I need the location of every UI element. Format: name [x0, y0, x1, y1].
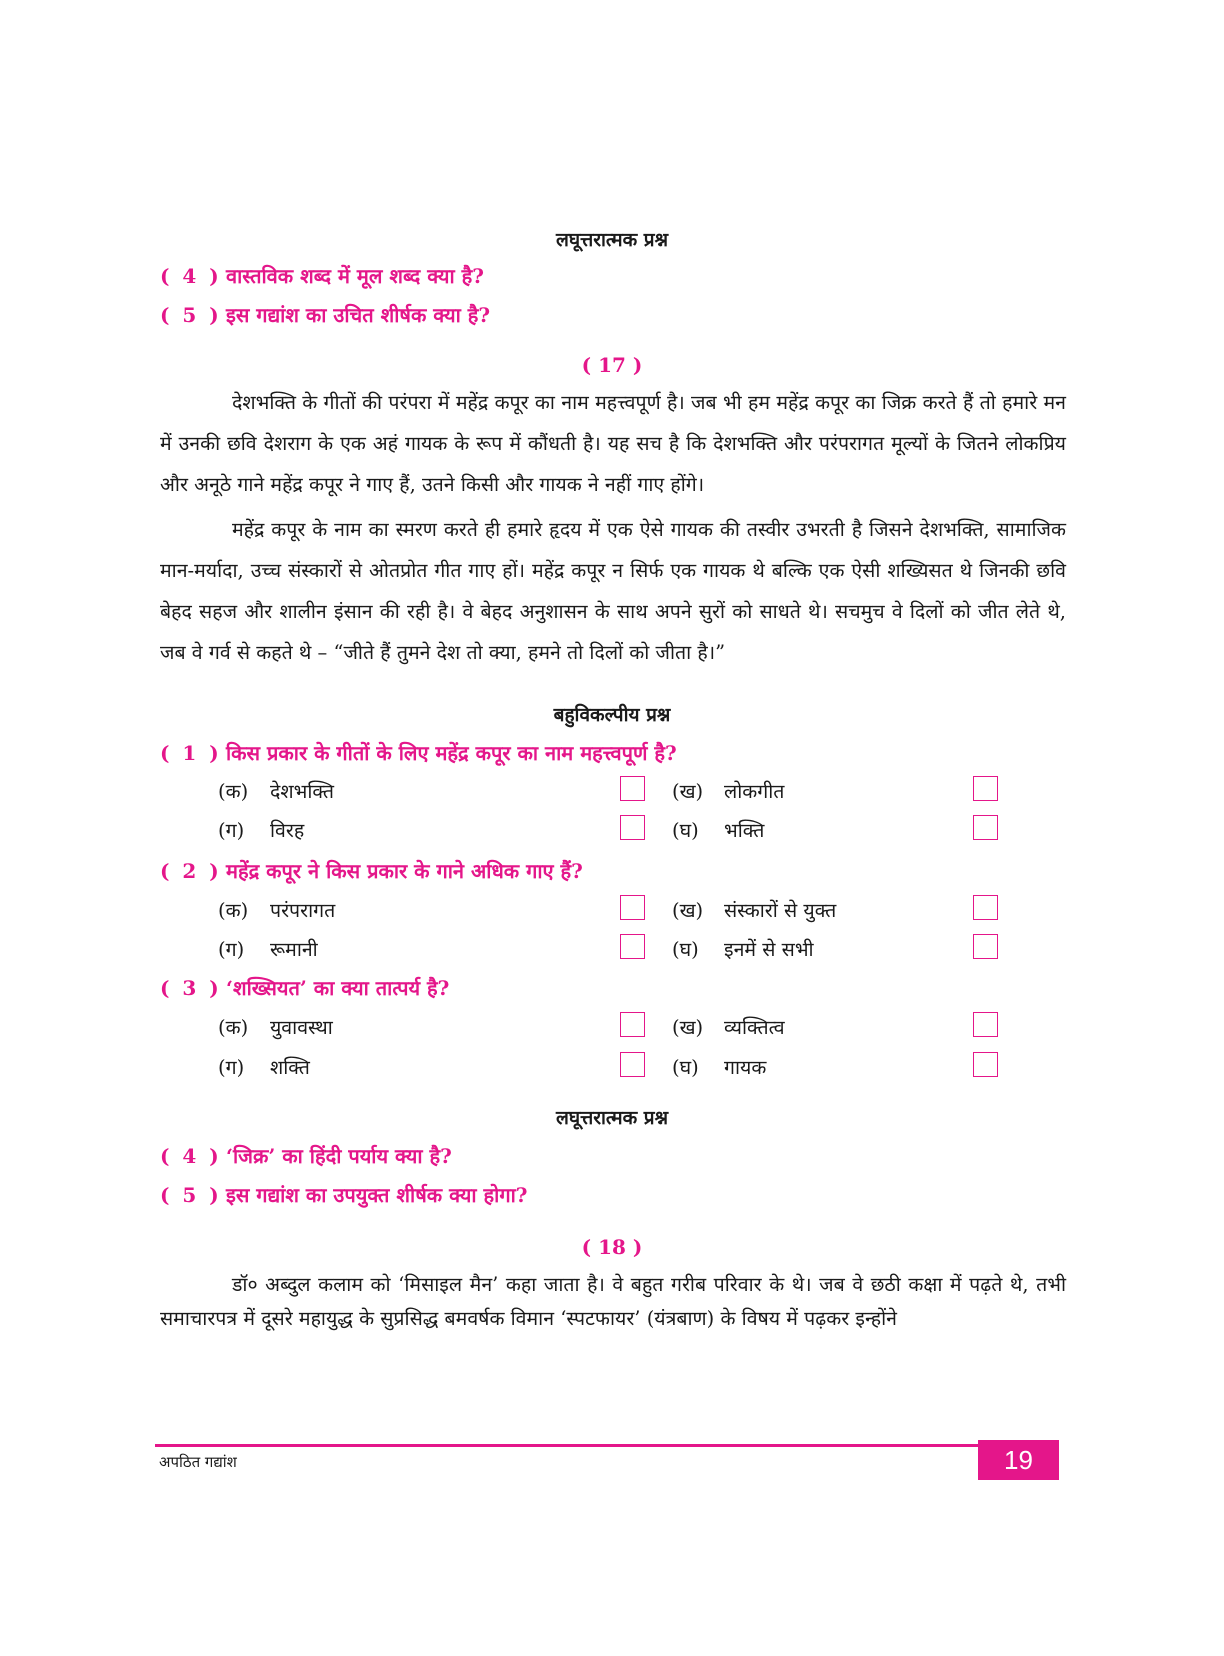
question-5: [160, 301, 490, 328]
option-label: (घ): [672, 938, 699, 961]
option-label: (घ): [672, 819, 699, 842]
option-text: शक्ति: [270, 1056, 310, 1079]
option-ga: [218, 1053, 310, 1080]
passage-number: ( 17 ): [581, 353, 643, 377]
page-number: 19: [978, 1440, 1059, 1480]
passage-number: ( 18 ): [581, 1235, 643, 1259]
answer-checkbox[interactable]: [620, 1052, 645, 1077]
option-text: परंपरागत: [270, 899, 336, 922]
option-ka: [218, 777, 334, 804]
option-label: (ग): [218, 819, 245, 842]
answer-checkbox[interactable]: [620, 895, 645, 920]
option-label: (ख): [672, 780, 704, 803]
option-label: (ख): [672, 899, 704, 922]
section-heading-short-answer: लघूत्तरात्मक प्रश्न: [555, 229, 669, 251]
question-number: ( 3 ): [160, 976, 222, 1000]
answer-checkbox[interactable]: [620, 1012, 645, 1037]
section-heading-mcq: बहुविकल्पीय प्रश्न: [553, 704, 671, 726]
question-number: ( 5 ): [160, 1183, 222, 1207]
question-text: किस प्रकार के गीतों के लिए महेंद्र कपूर का नाम महत्त्वपूर्ण है?: [226, 741, 677, 765]
option-text: युवावस्था: [270, 1016, 333, 1039]
mcq-question-1: [160, 739, 677, 766]
answer-checkbox[interactable]: [973, 934, 998, 959]
option-label: (ख): [672, 1016, 704, 1039]
answer-checkbox[interactable]: [973, 895, 998, 920]
mcq-question-3: [160, 974, 449, 1001]
passage-paragraph: डॉ० अब्दुल कलाम को ‘मिसाइल मैन’ कहा जाता है। वे बहुत गरीब परिवार के थे। जब वे छठी कक्षा में पढ़ते थे, तभी समाचारपत्र में दूसरे महायुद्ध के सुप्रसिद्ध बमवर्षक विमान ‘स्पटफायर’ (यंत्रबाण) के विषय में पढ़कर इन्होंने: [160, 1273, 1066, 1330]
answer-checkbox[interactable]: [620, 776, 645, 801]
answer-checkbox[interactable]: [973, 776, 998, 801]
option-text: भक्ति: [724, 819, 765, 842]
option-label: (घ): [672, 1056, 699, 1079]
question-text: वास्तविक शब्द में मूल शब्द क्या है?: [226, 264, 484, 288]
answer-checkbox[interactable]: [973, 1052, 998, 1077]
option-ga: [218, 935, 318, 962]
question-number: ( 2 ): [160, 859, 222, 883]
option-ga: [218, 816, 304, 843]
question-text: महेंद्र कपूर ने किस प्रकार के गाने अधिक गाए हैं?: [226, 859, 583, 883]
option-text: देशभक्ति: [270, 780, 334, 803]
question-text: ‘शख्सियत’ का क्या तात्पर्य है?: [226, 976, 450, 1000]
option-text: रूमानी: [270, 938, 318, 961]
answer-checkbox[interactable]: [973, 815, 998, 840]
footer-divider: [155, 1444, 1058, 1447]
option-text: संस्कारों से युक्त: [724, 899, 837, 922]
question-5: [160, 1181, 527, 1208]
mcq-question-2: [160, 857, 583, 884]
question-text: इस गद्यांश का उपयुक्त शीर्षक क्या होगा?: [226, 1183, 528, 1207]
option-gha: [672, 1053, 766, 1080]
footer-section-title: अपठित गद्यांश: [159, 1453, 237, 1471]
passage-paragraph: देशभक्ति के गीतों की परंपरा में महेंद्र कपूर का नाम महत्त्वपूर्ण है। जब भी हम महेंद्र कपूर का जिक्र करते हैं तो हमारे मन में उनकी छवि देशराग के एक अहं गायक के रूप में कौंधती है। यह सच है कि देशभक्ति और परंपरागत मूल्यों के जितने लोकप्रिय और अनूठे गाने महेंद्र कपूर ने गाए हैं, उतने किसी और गायक ने नहीं गाए होंगे।: [160, 391, 1066, 496]
option-gha: [672, 816, 764, 843]
question-number: ( 1 ): [160, 741, 222, 765]
option-text: लोकगीत: [724, 780, 785, 803]
question-4: [160, 262, 484, 289]
question-text: ‘जिक्र’ का हिंदी पर्याय क्या है?: [226, 1144, 452, 1168]
question-number: ( 4 ): [160, 1144, 222, 1168]
option-kha: [672, 1013, 785, 1040]
section-heading-short-answer: लघूत्तरात्मक प्रश्न: [555, 1107, 669, 1129]
option-label: (ग): [218, 1056, 245, 1079]
option-gha: [672, 935, 814, 962]
option-label: (क): [218, 780, 249, 803]
option-text: विरह: [270, 819, 305, 842]
question-number: ( 5 ): [160, 303, 222, 327]
answer-checkbox[interactable]: [620, 815, 645, 840]
option-ka: [218, 896, 335, 923]
option-label: (क): [218, 1016, 249, 1039]
option-ka: [218, 1013, 333, 1040]
answer-checkbox[interactable]: [620, 934, 645, 959]
option-kha: [672, 896, 836, 923]
option-kha: [672, 777, 784, 804]
option-label: (क): [218, 899, 249, 922]
question-text: इस गद्यांश का उचित शीर्षक क्या है?: [226, 303, 491, 327]
question-4: [160, 1142, 452, 1169]
passage-paragraph: महेंद्र कपूर के नाम का स्मरण करते ही हमारे हृदय में एक ऐसे गायक की तस्वीर उभरती है जिसने देशभक्ति, सामाजिक मान-मर्यादा, उच्च संस्कारों से ओतप्रोत गीत गाए हों। महेंद्र कपूर न सिर्फ एक गायक थे बल्कि एक ऐसी शख्यिसत थे जिनकी छवि बेहद सहज और शालीन इंसान की रही है। वे बेहद अनुशासन के साथ अपने सुरों को साधते थे। सचमुच वे दिलों को जीत लेते थे, जब वे गर्व से कहते थे – “जीते हैं तुमने देश तो क्या, हमने तो दिलों को जीता है।”: [160, 518, 1066, 664]
option-text: व्यक्तित्व: [724, 1016, 785, 1039]
answer-checkbox[interactable]: [973, 1012, 998, 1037]
question-number: ( 4 ): [160, 264, 222, 288]
option-text: इनमें से सभी: [724, 938, 814, 961]
option-label: (ग): [218, 938, 245, 961]
option-text: गायक: [724, 1056, 767, 1079]
